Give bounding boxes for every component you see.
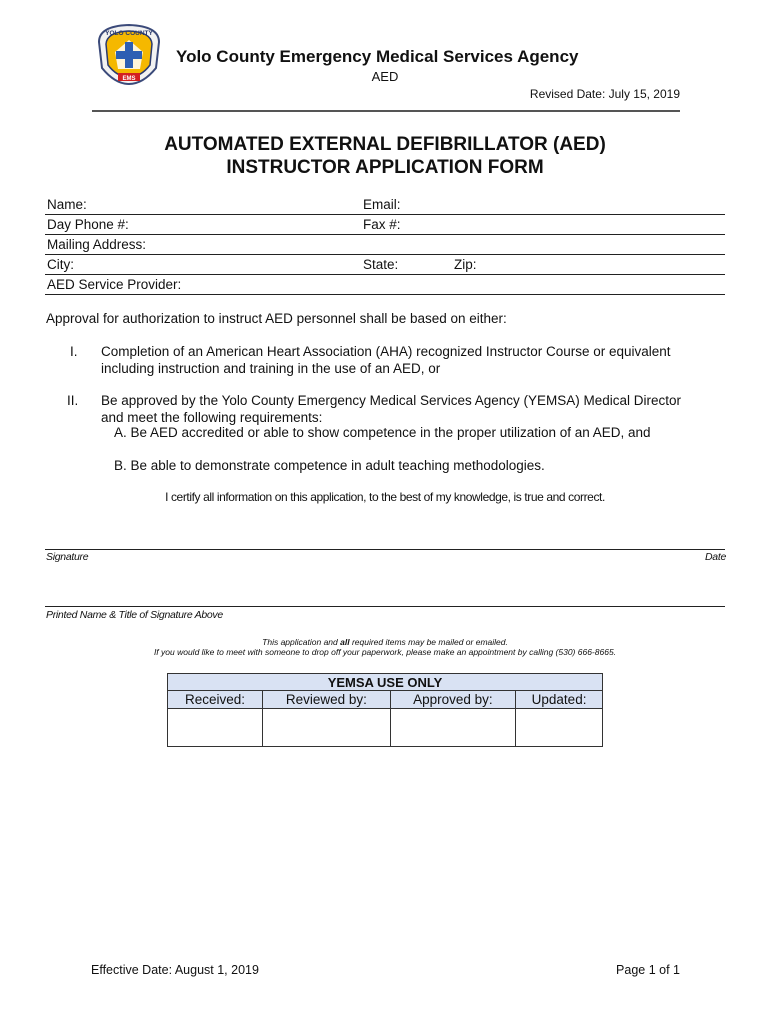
day-phone-label: Day Phone #:	[47, 217, 129, 232]
city-label: City:	[47, 257, 74, 272]
item2-line2: and meet the following requirements:	[101, 410, 323, 425]
requirement-a: A. Be AED accredited or able to show competence in the proper utilization of an AED, and	[114, 425, 651, 440]
mail-note-pre: This application and	[262, 637, 341, 647]
field-row-name-email[interactable]	[45, 195, 725, 215]
form-title-line1: AUTOMATED EXTERNAL DEFIBRILLATOR (AED)	[164, 134, 606, 155]
intro-text: Approval for authorization to instruct AED personnel shall be based on either:	[46, 311, 507, 326]
column-approved-by: Approved by:	[390, 691, 515, 709]
requirement-b: B. Be able to demonstrate competence in adult teaching methodologies.	[114, 458, 545, 473]
zip-label: Zip:	[454, 257, 477, 272]
item2-line1: Be approved by the Yolo County Emergency Medical Services Agency (YEMSA) Medical Director	[101, 393, 682, 408]
certification-statement: I certify all information on this application, to the best of my knowledge, is true and correct.	[165, 490, 605, 504]
appointment-note: If you would like to meet with someone to drop off your paperwork, please make an appointment by calling (530) 666-8665.	[153, 647, 617, 657]
revised-date: Revised Date: July 15, 2019	[529, 87, 680, 101]
mail-note	[0, 637, 770, 647]
header-subtitle: AED	[371, 69, 399, 84]
signature-line[interactable]	[45, 549, 725, 550]
provider-label: AED Service Provider:	[47, 277, 182, 292]
printed-name-line[interactable]	[45, 606, 725, 607]
received-cell[interactable]	[168, 709, 263, 747]
field-row-city-state-zip[interactable]	[45, 255, 725, 275]
item1-number: I.	[70, 344, 78, 359]
item2-number: II.	[67, 393, 79, 408]
name-label: Name:	[47, 197, 87, 212]
item2-text	[101, 392, 681, 426]
mail-note-bold: all	[340, 637, 350, 647]
column-received: Received:	[168, 691, 263, 709]
field-row-provider[interactable]	[45, 275, 725, 295]
updated-cell[interactable]	[516, 709, 603, 747]
yemsa-use-table	[167, 673, 603, 747]
state-label: State:	[363, 257, 399, 272]
date-label: Date	[705, 551, 726, 563]
agency-name: Yolo County Emergency Medical Services Agency	[176, 47, 579, 66]
mailing-address-label: Mailing Address:	[47, 237, 147, 252]
yemsa-use-heading: YEMSA USE ONLY	[168, 674, 603, 691]
mail-note-post: required items may be mailed or emailed.	[349, 637, 508, 647]
approved-by-cell[interactable]	[390, 709, 515, 747]
column-updated: Updated:	[516, 691, 603, 709]
form-title-line2: INSTRUCTOR APPLICATION FORM	[226, 157, 544, 178]
signature-label: Signature	[46, 551, 89, 563]
item1-text	[101, 343, 671, 377]
effective-date: Effective Date: August 1, 2019	[91, 963, 259, 977]
item1-line2: including instruction and training in the use of an AED, or	[101, 361, 441, 376]
reviewed-by-cell[interactable]	[263, 709, 391, 747]
form-title	[0, 133, 770, 179]
logo-text-bottom: EMS	[122, 76, 136, 82]
printed-name-label: Printed Name & Title of Signature Above	[46, 609, 223, 621]
header-divider	[92, 110, 680, 112]
column-reviewed-by: Reviewed by:	[263, 691, 391, 709]
page-number: Page 1 of 1	[616, 963, 680, 977]
fax-label: Fax #:	[363, 217, 401, 232]
field-row-mailing-address[interactable]	[45, 235, 725, 255]
item1-line1: Completion of an American Heart Association (AHA) recognized Instructor Course or equivalent	[101, 344, 671, 359]
field-row-phone-fax[interactable]	[45, 215, 725, 235]
logo-text-top: YOLO COUNTY	[105, 30, 153, 37]
email-label: Email:	[363, 197, 401, 212]
